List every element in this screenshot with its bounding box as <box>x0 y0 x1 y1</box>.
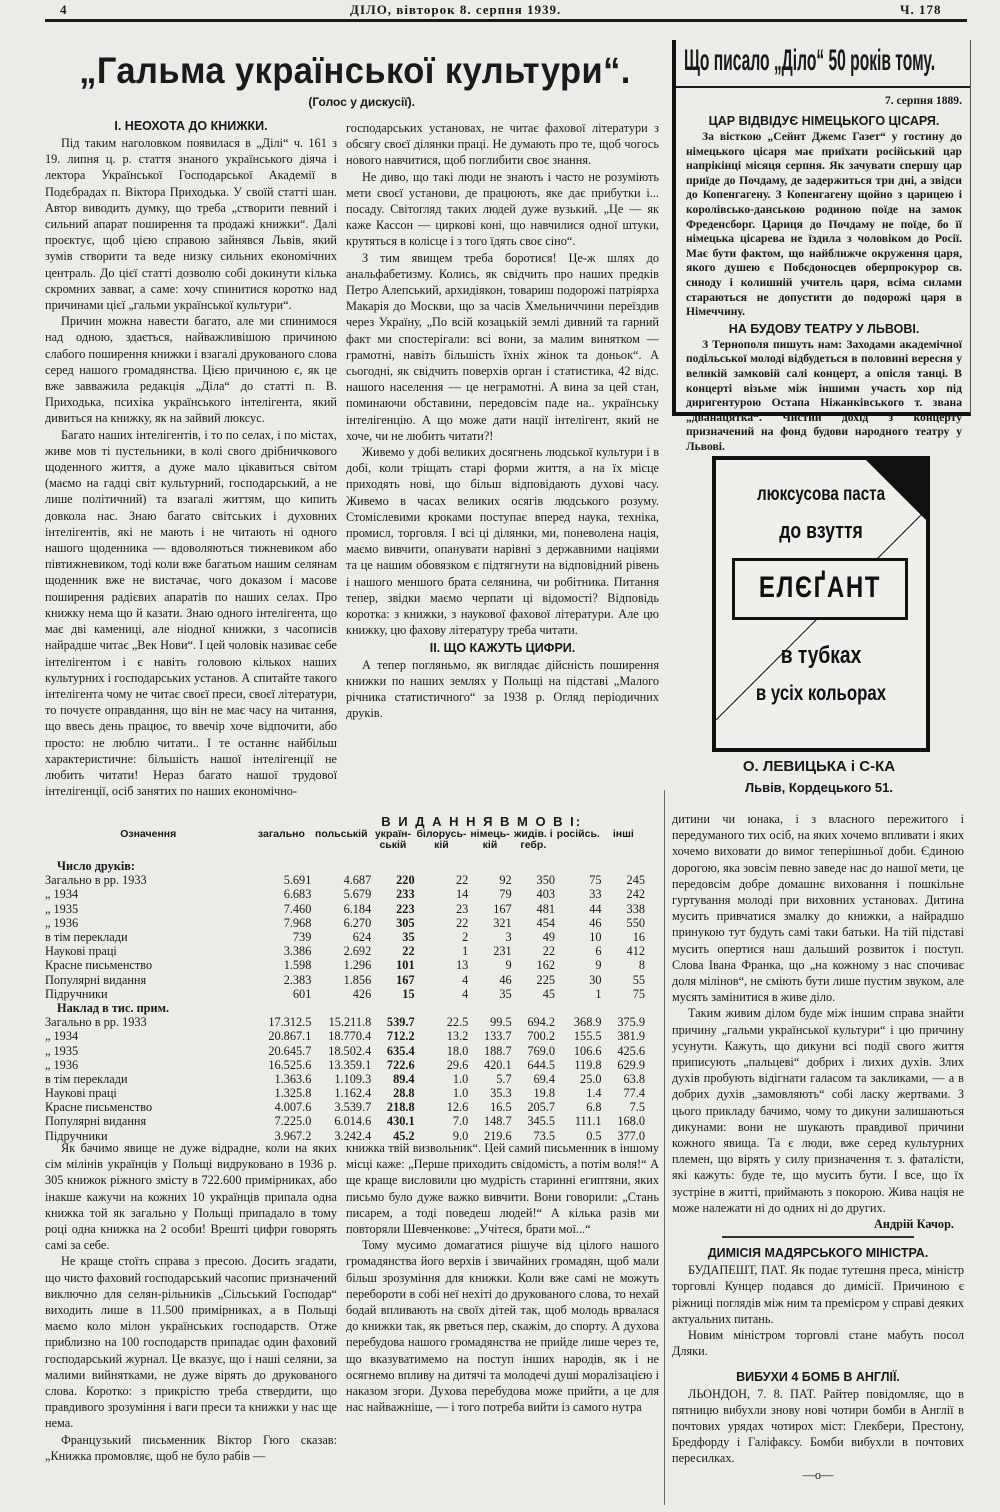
ad-line: люксусова паста <box>756 484 886 505</box>
article-column-1 <box>45 117 337 807</box>
table-cell: 45 <box>542 986 555 1001</box>
paragraph: Новим міністром торговлі стане мабуть посол Дляки. <box>672 1328 964 1359</box>
news-title: ВИБУХИ 4 БОМБ В АНГЛІЇ. <box>736 1369 900 1384</box>
table-cell: 629.9 <box>617 1057 645 1072</box>
ad-line: до взуття <box>779 518 863 543</box>
masthead: ДІЛО, вівторок 8. серпня 1939. <box>350 2 562 17</box>
table-cell: 15 <box>402 986 415 1001</box>
row-label: в тім переклади <box>45 930 128 945</box>
table-row <box>45 944 645 958</box>
table-row <box>45 916 645 930</box>
table-cell: 111.1 <box>574 1114 602 1129</box>
table-cell: 7.968 <box>283 915 312 930</box>
table-cell: 14 <box>455 887 469 902</box>
table-cell: 9.0 <box>452 1128 469 1143</box>
column-header: білорусь-кій <box>416 828 467 851</box>
row-label: Загально в рр. 1933 <box>45 873 147 888</box>
table-cell: 167 <box>493 901 512 916</box>
table-cell: 305 <box>396 915 415 930</box>
article-author: Андрій Качор. <box>873 1217 954 1232</box>
table-cell: 46 <box>589 915 602 930</box>
paragraph: Як бачимо явище не дуже відрадне, коли на яких сім мілінів українців у Польщі видруковано в 1936 р. 305 книжок ріжного змісту в 722.600 примірниках, або інакше кажучи на кожних 10 українців припала одна книжка той як загально у Польщі припадало в тому році одна книжка на 2 особи! Врешті цифри говорять самі за себе. <box>45 1141 337 1253</box>
table-cell: 6.184 <box>343 901 372 916</box>
table-cell: 1.325.8 <box>274 1086 312 1101</box>
table-cell: 15.211.8 <box>328 1015 372 1030</box>
table-cell: 16 <box>632 930 645 945</box>
paragraph: Тому мусимо домагатися рішуче від цілого нашого громадянства його верхів і звичайних громадян, щоб мали більш зрозуміння для книжки. Коли вже самі не можуть перебороти в собі неї нехіті до друкованого слова, то нехай бодай впливають на своїх дітей так, щоб молодь врвалася до книжки так, як рветься пер, скажім, до спорту. А духова перебудова нашого громадянства не прийде лише через те, що вказуватимемо на поступ інших народів, як і не осягнемо впливу на дитячі та молодечі душі моралізацією і наказом згори. Духова перебудова може прийти, а це для нас найважніше, — і того потреба вийти із самого нутра <box>346 1238 659 1415</box>
table-cell: 7.225.0 <box>274 1114 312 1129</box>
row-label: Наукові праці <box>45 1086 117 1101</box>
table-cell: 29.6 <box>446 1057 469 1072</box>
table-cell: 35.3 <box>490 1086 512 1101</box>
table-cell: 2 <box>462 930 469 945</box>
table-cell: 13 <box>455 958 469 973</box>
table-cell: 22.5 <box>446 1015 469 1030</box>
table-cell: 7.0 <box>452 1114 469 1129</box>
table-cell: 7.5 <box>629 1100 645 1115</box>
table-cell: 350 <box>536 873 555 888</box>
article-title: „Гальма української культури“. <box>79 50 631 91</box>
table-cell: 2.692 <box>343 944 372 959</box>
table-cell: 601 <box>292 986 312 1001</box>
news-title: ДИМІСІЯ МАДЯРСЬКОГО МІНІСТРА. <box>707 1246 929 1261</box>
table-cell: 8 <box>638 958 645 973</box>
paragraph: Французький письменник Віктор Гюго сказав: „Книжка промовляє, щоб не було рабів — <box>45 1432 337 1463</box>
table-cell: 23 <box>455 901 469 916</box>
table-cell: 18.0 <box>446 1043 469 1058</box>
table-cell: 22 <box>455 915 469 930</box>
table-cell: 1.0 <box>452 1071 469 1086</box>
table-cell: 700.2 <box>527 1029 555 1044</box>
table-row <box>45 873 645 887</box>
column-header: жидів. і гебр. <box>513 828 553 851</box>
row-label: Підручники <box>45 1128 108 1143</box>
table-cell: 381.9 <box>617 1029 645 1044</box>
column-header: загально <box>257 828 305 840</box>
table-cell: 33 <box>589 887 602 902</box>
column-header: німець-кій <box>470 828 510 851</box>
table-cell: 426 <box>352 986 372 1001</box>
row-label: „ 1935 <box>45 901 79 916</box>
table-cell: 223 <box>396 901 415 916</box>
end-mark: —o— <box>802 1467 834 1482</box>
table-cell: 624 <box>352 930 372 945</box>
paragraph: Живемо у добі великих досягнень людської культури і в добі, коли тріщать старі форми життя, а на їх місце приходять нові, що більш відповідають духові часу. Живемо в часах великих осягів людського розуму. Стоміслевими кроками поступає вперед наука, техніка, промисл, торговля. І всі ці ділянки, ми, поневолена нація, маємо вивчити, опанувати нарівні з державними націями та це нашим обовязком є підтягнути на відповідний рівень і нашого меншого брата селянина, чи робітника. Питання тепер, звідки маємо черпати ці відомості? Відповідь коротка: з книжки, з наукової фахової літератури. Але цю книжку, цю фахову літературу треба читати. <box>346 445 659 638</box>
table-cell: 1 <box>462 944 469 959</box>
paragraph: дитини чи юнака, і з власного пережитого і передуманого тих осіб, на яких хочемо впливати і яких хочемо виховати до вимог теперішньої доби. Єдиною дорогою, яка зовсім певно заведе нас до нашої мети, це передовсім добре домашнє виховання і пошкільне гуртування молоді при виховних установах. Дитина мусить привчатися змалку до книжки, а найрадшо принукою тут будуть самі таки батьки. На тій підставі мусить опертися наш дальший розвиток і поступ. Слова Івана Франка, що „на кожному з нас спочиває доля мілінов“, не сміють бути лише пустим звуком, але мусять замінитися в живе діло. <box>672 812 964 1005</box>
article-column-3 <box>45 1140 337 1505</box>
table-cell: 3.242.4 <box>334 1128 372 1143</box>
table-cell: 1.856 <box>343 972 372 987</box>
table-cell: 722.6 <box>386 1057 415 1072</box>
article-column-5 <box>672 811 964 1511</box>
table-cell: 6 <box>595 944 602 959</box>
table-cell: 3.539.7 <box>334 1100 372 1115</box>
ad-company: О. ЛЕВИЦЬКА і С-КА <box>742 758 896 775</box>
table-row <box>45 973 645 987</box>
section-heading: II. ЩО КАЖУТЬ ЦИФРИ. <box>429 640 576 655</box>
table-row <box>45 987 645 1001</box>
table-cell: 6.014.6 <box>334 1114 372 1129</box>
table-cell: 4 <box>462 972 469 987</box>
table-cell: 430.1 <box>386 1114 415 1129</box>
table-row <box>45 1058 645 1072</box>
table-cell: 168.0 <box>617 1114 645 1129</box>
table-cell: 63.8 <box>623 1071 645 1086</box>
table-cell: 77.4 <box>623 1086 645 1101</box>
table-row <box>45 958 645 972</box>
table-cell: 1.598 <box>283 958 312 973</box>
table-cell: 167 <box>396 972 415 987</box>
table-cell: 245 <box>626 873 645 888</box>
table-cell: 35 <box>402 930 415 945</box>
shoe-polish-advertisement <box>712 456 930 752</box>
paragraph: книжка твій визвольник“. Цей самий письменник в іншому місці каже: „Перше приходить свідомість, а потім воля!“ А ще краще висловили цю мудрість старинні египтяни, яких письмо було дуже важко вивчити. Вони говорили: „Стань писарем, а тоді поведеш людей!“ А кілька разів ми повторяли Шевченкове: „Учітеся, брати мої...“ <box>346 1141 659 1237</box>
table-section-title: Наклад в тис. прим. <box>57 1000 170 1015</box>
table-cell: 45.2 <box>393 1128 415 1143</box>
table-label-header: Означення <box>120 828 177 840</box>
table-cell: 16.525.6 <box>268 1057 312 1072</box>
table-cell: 242 <box>626 887 645 902</box>
table-cell: 30 <box>589 972 602 987</box>
row-label: Красне письменство <box>45 958 153 973</box>
column-header: польській <box>315 828 368 840</box>
table-cell: 1.109.3 <box>334 1071 372 1086</box>
paragraph: Багато наших інтелігентів, і то по селах, і по містах, живе мов ті пустельники, в колі свого дрібничкового щоденного життя, а дуже мало цікавиться світом (маємо на гадці світ культурний, господарський, а не лише політичний) та взагалі життям, що кипить довкола нас. Знаю багато світських і духовних інтелігентів, які не мають і не читають ні одного нашого щоденника — вдоволяються тижневиком або півтижневиком, тоді коли вже багатьом нашим селянам щоденник вже не вистачає, чого доказом і масове поширення радієвих апаратів по наших селах. Про книжку нема що й казати. Знаю одного інтелігента, що має дві камениці, але ніодної книжки, з часописів найрадше читає „Век Нови“. І цей чоловік називає себе інтелігентом і є навіть головою кількох наших культурних і господарських установ. А спитайте такого інтелігента чому не читає своєї преси, своєї літератури, то почуєте оправдання, що він не має часу на читання, що ввесь день працює, то ввечір хоче відпочити, або просто: не люблю читати.. І те останнє найбільш характеристичне: більшість нашої інтелігенції не любить читати! Нераз багато нашої трудової інтелігенції, осіб занятих по наших економічно- <box>45 427 337 799</box>
table-cell: 375.9 <box>617 1015 645 1030</box>
table-cell: 119.8 <box>574 1057 602 1072</box>
table-cell: 17.312.5 <box>268 1015 312 1030</box>
table-row <box>45 1100 645 1114</box>
fifty-years-text <box>686 112 962 454</box>
table-cell: 69.4 <box>533 1071 555 1086</box>
table-cell: 3 <box>505 930 512 945</box>
table-section-title: Число друків: <box>57 859 135 874</box>
table-cell: 5.7 <box>496 1071 512 1086</box>
table-cell: 739 <box>292 930 312 945</box>
table-cell: 5.691 <box>283 873 312 888</box>
table-cell: 345.5 <box>527 1114 555 1129</box>
row-label: „ 1934 <box>45 1029 79 1044</box>
table-cell: 73.5 <box>533 1128 555 1143</box>
table-cell: 25.0 <box>580 1071 602 1086</box>
paragraph: ЛЬОНДОН, 7. 8. ПАТ. Райтер повідомляє, що в пятницю вибухли знову нові чотири бомби в Англії в почтових урядах чотирох міст: Глекбери, Престону, Бредфорду і Галіфаксу. Бомби вибухли в почтових пересилках. <box>672 1386 964 1466</box>
row-label: в тім переклади <box>45 1071 128 1086</box>
paragraph: А тепер погляньмо, як виглядає дійсність поширення книжки по наших землях у Польщі на підставі „Малого річника статистичного“ за 1938 р. Огляд періодичних друків. <box>346 657 659 721</box>
table-cell: 46 <box>499 972 512 987</box>
table-cell: 539.7 <box>386 1015 415 1030</box>
table-cell: 28.8 <box>393 1086 415 1101</box>
table-cell: 231 <box>493 944 512 959</box>
article-column-2 <box>346 120 659 810</box>
table-row <box>45 887 645 901</box>
fifty-years-date: 7. серпня 1889. <box>884 94 962 107</box>
table-cell: 79 <box>499 887 512 902</box>
article-subtitle: (Голос у дискусії). <box>308 95 415 109</box>
paragraph: Під таким наголовком появилася в „Ділі“ ч. 161 з 19. липня ц. р. стаття знаного українського діяча і лектора Української Господарської Академії в Подєбрадах п. Віктора Приходька. У своїй статті шан. Автор виводить думку, що треба „створити певний і сильний апарат поширення та продажі книжки“. Далі проєктує, щоб цією справою зайнявся Львів, який зумів створити та веде низку сильних економічних централь. До цієї статті дозволю собі докинути кілька скромних завваг, а саме: хочу спинитися коротко над причинами цієї „гальми української культури“. <box>45 136 337 313</box>
table-cell: 1.296 <box>343 958 372 973</box>
table-cell: 4.007.6 <box>274 1100 312 1115</box>
table-cell: 1.4 <box>586 1086 602 1101</box>
news-title: НА БУДОВУ ТЕАТРУ У ЛЬВОВІ. <box>728 321 920 336</box>
table-cell: 220 <box>396 873 415 888</box>
heading-rule <box>676 86 970 88</box>
article-column-4 <box>346 1140 659 1505</box>
table-cell: 44 <box>589 901 602 916</box>
ad-line: в усіх кольорах <box>755 682 887 705</box>
table-cell: 16.5 <box>490 1100 512 1115</box>
table-cell: 20.867.1 <box>268 1029 312 1044</box>
brand-frame <box>732 558 908 620</box>
table-cell: 10 <box>589 930 602 945</box>
table-cell: 4.687 <box>343 873 372 888</box>
table-cell: 6.270 <box>343 915 372 930</box>
ad-brand: ЕЛЄҐАНТ <box>758 571 882 604</box>
section-heading: I. НЕОХОТА ДО КНИЖКИ. <box>114 119 268 133</box>
table-cell: 106.6 <box>573 1043 602 1058</box>
table-cell: 89.4 <box>393 1071 415 1086</box>
publication-statistics-table <box>45 815 645 1143</box>
table-cell: 188.7 <box>483 1043 512 1058</box>
row-label: „ 1934 <box>45 887 79 902</box>
row-label: Загально в рр. 1933 <box>45 1015 147 1030</box>
row-label: „ 1936 <box>45 1057 79 1072</box>
table-cell: 233 <box>396 887 415 902</box>
table-cell: 19.8 <box>533 1086 555 1101</box>
table-cell: 22 <box>455 873 469 888</box>
paragraph: Не краще стоїть справа з пресою. Досить згадати, що чисто фаховий господарський часопис призначений виключно для селян-рільників „Сільський Господар“ виходить лише в 11.500 примірниках, а в Польщі маємо коло мілон українських господарств. Отже приблизно на 100 господарств припадає один фаховий господарський журнал. Це вказує, що і наші селяни, за малими вийнятками, не дуже вірять до друкованого слова. Коротко: з прикрістю треба ствердити, що правдивого зрозуміння і ваги преси та книжки у нас ще нема. <box>45 1254 337 1431</box>
table-cell: 22 <box>402 944 415 959</box>
table-cell: 4 <box>462 986 469 1001</box>
column-divider <box>664 790 665 1505</box>
table-cell: 13.2 <box>446 1029 469 1044</box>
table-cell: 6.8 <box>586 1100 602 1115</box>
table-cell: 218.8 <box>386 1100 415 1115</box>
table-cell: 12.6 <box>446 1100 469 1115</box>
table-cell: 1.363.6 <box>274 1071 312 1086</box>
table-cell: 155.5 <box>573 1029 602 1044</box>
table-cell: 3.967.2 <box>274 1128 312 1143</box>
table-cell: 712.2 <box>386 1029 415 1044</box>
table-cell: 425.6 <box>617 1043 645 1058</box>
table-cell: 133.7 <box>483 1029 512 1044</box>
paragraph: Не диво, що такі люди не знають і часто не розуміють мети своєї установи, де працюють, яке дає прибутки і... посаду. Світогляд таких людей дуже вузький. „Це — як каже Кассон — циркові коні, що навчилися одної штуки, крутяться в колісце і з того їдять своє сіно“. <box>346 169 659 249</box>
table-row <box>45 1072 645 1086</box>
table-cell: 644.5 <box>527 1057 555 1072</box>
row-label: Наукові праці <box>45 944 117 959</box>
column-header: україн-ській <box>374 828 411 851</box>
table-cell: 6.683 <box>283 887 312 902</box>
table-cell: 1.0 <box>452 1086 469 1101</box>
table-cell: 22 <box>542 944 555 959</box>
table-group-header: В И Д А Н Н Я В М О В І: <box>381 814 583 829</box>
paragraph: Таким живим ділом буде між іншим справа знайти причину „гальми української культури“ і цю причину усунути. Кажуть, що дикуни всі події свого життя приписують „пальцеві“ добрих і лихих духів. Злих духів пробують відігнати галасом та закликами, — а в добрих духів „замовляють“ собі ласку жертвами. З цього прикладу бачимо, чому то дикуни залишаються дикунами: вони не шукають правдивої причини кожного явища. Та є люди, вже серед культурних племен, що вірять у силу призначення т. з. фаталісти, які кажуть: буде те, що мусить бути. І все, що їх зустріне в житті, приймають з покорою. Жива нація не може належати ні до одних ні до других. <box>672 1006 964 1215</box>
table-cell: 49 <box>542 930 555 945</box>
row-label: Популярні видання <box>45 1114 147 1129</box>
separator <box>722 1236 914 1238</box>
table-cell: 162 <box>536 958 555 973</box>
table-cell: 75 <box>589 873 602 888</box>
fifty-years-heading: Що писало „Діло“ 50 років тому. <box>684 44 936 77</box>
table-row <box>45 1043 645 1057</box>
table-cell: 377.0 <box>617 1128 645 1143</box>
table-cell: 20.645.7 <box>268 1043 312 1058</box>
table-cell: 92 <box>499 873 512 888</box>
table-row <box>45 1029 645 1043</box>
header-rule <box>45 19 967 22</box>
table-row <box>45 1015 645 1029</box>
table-cell: 219.6 <box>483 1128 512 1143</box>
table-cell: 9 <box>505 958 512 973</box>
paragraph: За вісткою „Сейнт Джемс Газет“ у гостину до німецького цісаря має приїхати російський цар напрікінці місяця серпня. Як зачувати спершу цар приїде до Почдаму, де задержиться три дні, а звідси до Копенгагену. З Копенгагену щойно з царицею і королівсько-данською родиною поїде на замок Фреденсборг. Цариця до Почдаму не поїде, бо її німецька цісарева не їздила з чоловіком до Росії. Має бути фактом, що найближче окруження царя, якого душею є Побєдоносцев оберпрокурор св. синоду і колишній учитель царя, всіма силами стараються не допустити до подорожі царя в Німеччину. <box>686 130 962 319</box>
table-cell: 9 <box>595 958 602 973</box>
paragraph: З тим явищем треба боротися! Це-ж шлях до анальфабетизму. Колись, як свідчить про наших предків Петро Алепський, архидіякон, товариш подорожі патріярха Макарія до Москви, що за часів Хмельниччини переїздив через Україну, „По всій козацькій землі дивний та гарний факт ми спостерігали: всі вони, за малим винятком — грамотні, навіть більшість їхніх жінок та доньок“. А сьогодні, як свідчить поверхів орган і статистика, 42 відс. нашого населення — це неграмотні. А вина за цей стан, поминаючи обставини, передовсім паде на.. українську інтелігенцію. А що може дати нації інтелігент, який не хоче, чи не любить читати?! <box>346 250 659 443</box>
table-cell: 148.7 <box>483 1114 512 1129</box>
row-label: „ 1936 <box>45 915 79 930</box>
table-row <box>45 902 645 916</box>
table-cell: 550 <box>626 915 645 930</box>
page-number: 4 <box>60 2 68 17</box>
table-cell: 0.5 <box>586 1128 602 1143</box>
table-row <box>45 1086 645 1100</box>
table-cell: 5.679 <box>343 887 372 902</box>
column-header: інші <box>612 828 634 840</box>
table-cell: 7.460 <box>283 901 312 916</box>
table-cell: 3.386 <box>283 944 312 959</box>
table-cell: 18.502.4 <box>328 1043 372 1058</box>
table-cell: 420.1 <box>483 1057 512 1072</box>
table-cell: 225 <box>536 972 555 987</box>
row-label: Популярні видання <box>45 972 147 987</box>
fifty-years-ago-box <box>672 40 971 453</box>
table-cell: 481 <box>536 901 555 916</box>
table-cell: 75 <box>632 986 645 1001</box>
table-cell: 1.162.4 <box>334 1086 372 1101</box>
ad-address: Львів, Кордецького 51. <box>744 780 894 795</box>
row-label: Підручники <box>45 986 108 1001</box>
table-cell: 2.383 <box>283 972 312 987</box>
paragraph: Причин можна навести багато, але ми спинимося над одною, здається, найважливішою причиною слабого поширення книжки і взагалі друкованого слова серед нашого громадянства. Цією причиною є, як це вже завважила редакція „Діла“ до статті п. В. Приходька, психіка українського інтелігента, який дивиться на книжку, як на зайвий люксус. <box>45 314 337 426</box>
table-row <box>45 1114 645 1128</box>
table-cell: 635.4 <box>386 1043 415 1058</box>
table-cell: 35 <box>499 986 512 1001</box>
table-cell: 454 <box>536 915 555 930</box>
table-row <box>45 930 645 944</box>
table-cell: 1 <box>595 986 602 1001</box>
table-cell: 368.9 <box>573 1015 602 1030</box>
table-cell: 403 <box>536 887 555 902</box>
table-cell: 55 <box>632 972 645 987</box>
paragraph: господарських установах, не читає фахової літератури з обсягу своєї ділянки праці. Не думають про те, щоб чогось нового навчитися, щоб поглибити своє знання. <box>346 121 659 168</box>
table-cell: 694.2 <box>527 1015 555 1030</box>
table-cell: 99.5 <box>490 1015 512 1030</box>
table-cell: 338 <box>626 901 645 916</box>
issue-number: Ч. 178 <box>900 2 942 17</box>
paragraph: З Тернополя пишуть нам: Заходами академічної подільської молоді відбудеться в половині вересня у великій замковій салі концерт, а опісля танці. В концерті візьме між іншими участь хор під диригентурою Остапа Ніжанківського т. звана „дванацятка“. Чистий дохід з концерту призначений на фонд будови народного театру у Львові. <box>686 337 962 453</box>
table-cell: 321 <box>493 915 512 930</box>
table-cell: 101 <box>396 958 415 973</box>
table-cell: 13.359.1 <box>328 1057 372 1072</box>
table-cell: 412 <box>626 944 645 959</box>
column-header: російсь. <box>556 828 600 840</box>
row-label: „ 1935 <box>45 1043 79 1058</box>
ad-line: в тубках <box>780 642 862 669</box>
paragraph: БУДАПЕШТ, ПАТ. Як подає тутешня преса, міністр торговлі Кунцер подався до димісії. Причиною є ріжниці поглядів між ним та премієром у справі деяких актуальних питань. <box>672 1263 964 1326</box>
table-cell: 769.0 <box>527 1043 555 1058</box>
table-cell: 18.770.4 <box>328 1029 372 1044</box>
row-label: Красне письменство <box>45 1100 153 1115</box>
news-title: ЦАР ВІДВІДУЄ НІМЕЦЬКОГО ЦІСАРЯ. <box>708 114 940 128</box>
table-cell: 205.7 <box>527 1100 555 1115</box>
